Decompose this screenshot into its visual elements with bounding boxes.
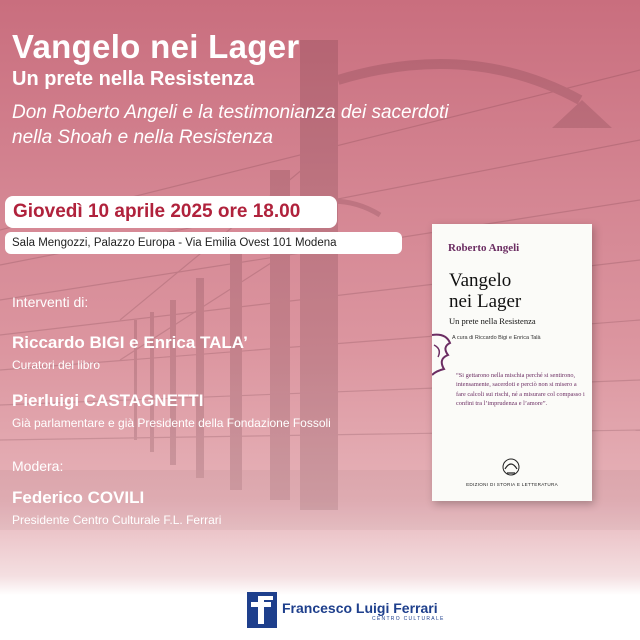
moderator-label: Modera: [12,458,64,474]
description-line: nella Shoah e nella Resistenza [12,127,273,148]
book-editors: A cura di Riccardo Bigi e Enrica Talà [452,335,541,341]
book-illustration [432,329,454,377]
speaker-role: Già parlamentare e già Presidente della Fondazione Fossoli [12,416,331,430]
book-title-line: nei Lager [449,291,522,312]
book-title-line: Vangelo [449,270,512,291]
publisher-logo [496,457,526,479]
speaker-name: Pierluigi CASTAGNETTI [12,391,204,410]
event-subtitle: Un prete nella Resistenza [12,68,255,90]
description-line: Don Roberto Angeli e la testimonianza dei sacerdoti [12,102,449,123]
venue-badge: Sala Mengozzi, Palazzo Europa - Via Emilia Ovest 101 Modena [5,232,402,254]
event-description [12,100,449,150]
moderator-name: Federico COVILI [12,488,145,507]
speaker-name: Riccardo BIGI e Enrica TALA’ [12,333,248,352]
date-time-badge: Giovedì 10 aprile 2025 ore 18.00 [5,196,337,228]
book-author: Roberto Angeli [448,242,520,254]
book-publisher: EDIZIONI DI STORIA E LETTERATURA [466,482,558,487]
interventions-label: Interventi di: [12,294,89,310]
book-subtitle: Un prete nella Resistenza [449,316,536,326]
organization-subtitle: CENTRO CULTURALE [372,616,445,622]
book-quote: “Si gettarono nella mischia perché si sentirono, intensamente, sacerdoti e perciò non si misero a fare calcoli sui rischi, né a misurare col compasso i confini tra l’imprudenza e l’amore”. [456,372,585,408]
book-title [449,270,521,312]
speaker-role: Curatori del libro [12,358,101,372]
centro-culturale-logo-icon [247,592,277,628]
organization-name: Francesco Luigi Ferrari [282,600,438,616]
book-cover [432,224,592,501]
event-title: Vangelo nei Lager [12,28,300,65]
moderator-role: Presidente Centro Culturale F.L. Ferrari [12,513,222,527]
